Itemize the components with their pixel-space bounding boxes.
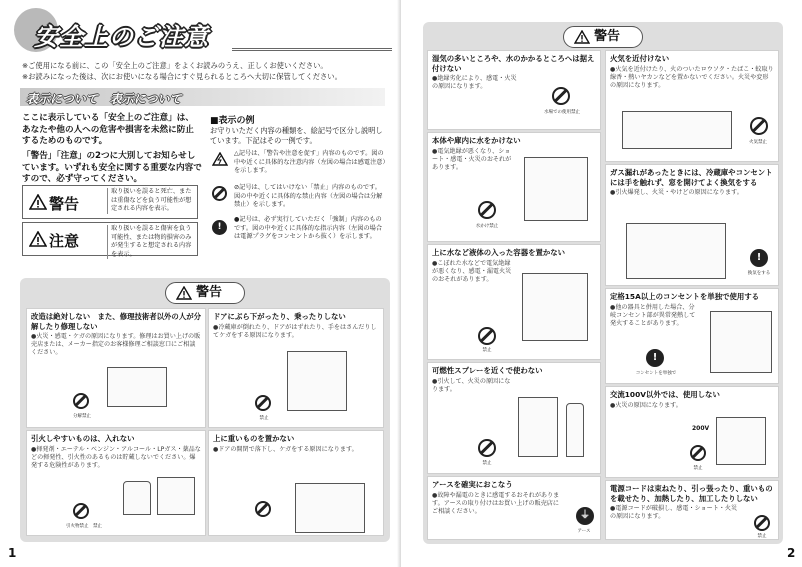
icon-caption: 禁止 xyxy=(482,348,492,353)
water-use-prohibited-icon xyxy=(552,87,570,105)
warning-item-text: ●ドアの開閉で落下し、ケガをする原因になります。 xyxy=(213,445,358,453)
intro-text-2: 「警告」「注意」の2つに大別してお知らせしています。いずれも安全に関する重要な内容ですので、必ず守ってください。 xyxy=(22,151,202,184)
warning-panel-title: 警告 xyxy=(196,285,223,300)
refrigerator-with-objects-illustration xyxy=(295,483,365,533)
can-illustration xyxy=(157,477,195,515)
ground-mandatory-icon: ⏚ xyxy=(576,507,594,525)
warning-panel-title: 警告 xyxy=(594,29,621,44)
page-number: 2 xyxy=(787,546,796,560)
ventilate-mandatory-icon: ! xyxy=(750,249,768,267)
warning-item-title: 本体や庫内に水をかけない xyxy=(432,136,521,145)
section-header xyxy=(20,88,385,106)
caution-legend-box xyxy=(22,222,198,256)
warning-item-ground xyxy=(427,476,601,540)
prohibited-icon xyxy=(255,501,271,517)
warning-item-title: 交流100V以外では、使用しない xyxy=(610,390,720,399)
usage-note-1: ※ご使用になる前に、この「安全上のご注意」をよくお読みのうえ、正しくお使いください。 xyxy=(22,61,328,70)
prohibited-icon xyxy=(754,515,770,531)
prohibited-icon xyxy=(255,395,271,411)
warning-item-liquid-container xyxy=(427,244,601,360)
outlet-illustration xyxy=(716,417,766,465)
icon-caption: 換気をする xyxy=(747,271,771,276)
warning-description: 取り扱いを誤ると死亡、または重傷などを負う可能性が想定される内容を表示。 xyxy=(107,188,195,214)
warning-item-text: ●引火爆発し、火災・やけどの原因になります。 xyxy=(610,189,743,196)
warning-triangle-icon xyxy=(574,30,590,44)
warning-item-title: アースを確実におこなう xyxy=(432,480,513,489)
warning-item-text: ●他の器具と併用した場合、分岐コンセント部が異常発熱して発火することがあります。 xyxy=(610,303,696,327)
warning-item-text: ●火災の原因になります。 xyxy=(610,401,682,409)
refrigerator-illustration xyxy=(518,397,558,457)
icon-caption: 水場での使用禁止 xyxy=(544,110,580,115)
warning-item-text: ●引火して、火災の原因になります。 xyxy=(432,377,511,393)
intro-text-1: ここに表示している「安全上のご注意」は、あなたや他の人への危害や損害を未然に防止するためのものです。 xyxy=(22,113,194,146)
warning-item-title: 火気を近付けない xyxy=(610,54,670,63)
warning-item-text: ●冷蔵庫が倒れたり、ドアがはずれたり、手をはさんだりしてケガをする原因になります。 xyxy=(213,323,377,339)
warning-item-spray xyxy=(427,362,601,474)
warning-item-title: 引火しやすいものは、入れない xyxy=(31,434,135,443)
warning-item-text: ●電気絶縁が悪くなり、ショート・感電・火災のおそれがあります。 xyxy=(432,147,512,171)
warning-item-title: 湿気の多いところや、水のかかるところへは据え付けない xyxy=(432,54,595,73)
disassembly-prohibited-icon xyxy=(73,393,89,409)
refrigerator-illustration xyxy=(107,367,167,407)
child-hanging-door-illustration xyxy=(287,351,347,411)
icon-caption: 分解禁止 xyxy=(73,414,91,419)
warning-item-title: 改造は絶対しない また、修理技術者以外の人が分解したり修理しない xyxy=(31,312,201,331)
warning-item-text: ●こぼれた水などで電気絶縁が悪くなり、感電・漏電火災のおそれがあります。 xyxy=(432,259,512,283)
examples-intro: お守りいただく内容の種類を、絵記号で区分し説明しています。下記はその一例です。 xyxy=(210,126,383,145)
fire-sources-illustration xyxy=(622,111,732,149)
example-warning-text: △記号は、「警告や注意を促す」内容のものです。図の中や近くに具体的な注意内容（左図の場合は感電注意）を示します。 xyxy=(234,150,386,174)
warning-item-modify xyxy=(26,308,206,428)
warning-label: 警告 xyxy=(49,195,80,213)
warning-item-title: 電源コードは束ねたり、引っ張ったり、重いものを載せたり、加熱したり、加工したりしない xyxy=(610,484,773,503)
warning-triangle-icon xyxy=(176,286,192,300)
warning-item-title: 上に重いものを置かない xyxy=(213,434,295,443)
caution-triangle-icon xyxy=(29,231,47,247)
warning-item-text: ●火気を近付けたり、火のついたロウソク・たばこ・蚊取り線香・熱いヤカンなどを置かないでください。火災や変形の原因になります。 xyxy=(610,65,774,89)
flammable-prohibited-icon xyxy=(73,503,89,519)
warning-panel-header xyxy=(563,26,643,48)
vase-on-refrigerator-illustration xyxy=(522,273,588,341)
water-splash-prohibited-icon xyxy=(478,201,496,219)
warning-legend-box xyxy=(22,185,198,219)
prohibited-icon xyxy=(478,439,496,457)
warning-item-text: ●故障や漏電のときに感電するおそれがあります。アースの取り付けはお買い上げの販売店にご相談ください。 xyxy=(432,491,560,515)
warning-item-text: ●揮発剤・エーテル・ベンジン・アルコール・LPガス・薬品などの揮発性、引火性のあるものは貯蔵しないでください。爆発する危険性があります。 xyxy=(31,445,201,469)
page-title-block xyxy=(14,8,389,54)
icon-caption: 火気禁止 xyxy=(749,140,767,145)
warning-item-flammable xyxy=(26,430,206,536)
warning-panel xyxy=(20,278,390,542)
fire-prohibited-icon xyxy=(750,117,768,135)
example-prohibited-text: ⊘記号は、してはいけない「禁止」内容のものです。図の中や近くに具体的な禁止内容（左図の場合は分解禁止）を示します。 xyxy=(234,184,383,208)
icon-caption: 禁止 xyxy=(693,466,703,471)
caution-description: 取り扱いを誤ると傷害を負う可能性、または物的損害のみが発生すると想定される内容を表示。 xyxy=(107,225,195,259)
warning-triangle-icon xyxy=(29,194,47,210)
warning-item-title: ガス漏れがあったときには、冷蔵庫やコンセントには手を触れず、窓を開けてよく換気をする xyxy=(610,168,773,187)
voltage-label: 200V xyxy=(692,425,710,432)
warning-item-heavy-objects xyxy=(208,430,384,536)
warning-item-water-splash xyxy=(427,132,601,242)
warning-item-title: 上に水など液体の入った容器を置かない xyxy=(432,248,566,257)
electric-shock-warning-icon xyxy=(212,152,228,166)
page-title: 安全上のご注意 xyxy=(34,23,209,51)
usage-note-2: ※お読みになった後は、次にお使いになる場合にすぐ見られるところへ大切に保管してください。 xyxy=(22,72,342,81)
icon-caption: 禁止 xyxy=(482,461,492,466)
prohibited-icon xyxy=(478,327,496,345)
warning-item-outlet xyxy=(605,288,779,384)
title-underline xyxy=(232,48,392,51)
warning-item-voltage xyxy=(605,386,779,478)
section-title: 表示について 表示について xyxy=(26,92,182,106)
disassembly-prohibited-icon xyxy=(212,186,227,201)
example-mandatory-text: ●記号は、必ず実行していただく「強制」内容のものです。図の中や近くに具体的な指示内容（左図の場合は電源プラグをコンセントから抜く）を示します。 xyxy=(234,216,383,240)
spray-can-illustration xyxy=(566,403,584,457)
warning-item-text: ●電源コードが破損し、感電・ショート・火災の原因になります。 xyxy=(610,505,738,520)
warning-panel-header xyxy=(165,282,245,304)
single-outlet-mandatory-icon: ! xyxy=(646,349,664,367)
icon-caption: 禁止 xyxy=(259,416,269,421)
warning-panel xyxy=(423,22,783,544)
warning-item-gas-leak xyxy=(605,164,779,286)
warning-item-hang-door xyxy=(208,308,384,428)
bottle-illustration xyxy=(123,481,151,515)
icon-caption: アース xyxy=(577,529,591,534)
warning-item-power-cord xyxy=(605,480,779,540)
unplug-mandatory-icon: ! xyxy=(212,220,227,235)
warning-item-title: 定格15A以上のコンセントを単独で使用する xyxy=(610,292,760,301)
warning-item-fire xyxy=(605,50,779,162)
warning-item-title: ドアにぶら下がったり、乗ったりしない xyxy=(213,312,346,321)
icon-caption: 禁止 xyxy=(757,534,767,539)
page-number: 1 xyxy=(8,546,17,560)
warning-item-text: ●絶縁劣化により、感電・火災の原因になります。 xyxy=(432,75,517,90)
icon-caption: 水かけ禁止 xyxy=(475,224,499,229)
icon-caption: 引火物禁止 禁止 xyxy=(66,524,102,529)
prohibited-icon xyxy=(690,445,706,461)
caution-label: 注意 xyxy=(49,232,80,250)
outlet-plug-illustration xyxy=(710,311,772,373)
gas-leak-illustration xyxy=(626,223,726,279)
water-spray-illustration xyxy=(524,157,588,221)
page-2 xyxy=(401,0,802,567)
warning-item-text: ●火災・感電・ケガの原因になります。修理はお買い上げの販売店または、メーカー指定のお客様修理ご相談窓口にご相談ください。 xyxy=(31,333,201,356)
warning-item-title: 可燃性スプレーを近くで使わない xyxy=(432,366,543,375)
warning-item-humidity xyxy=(427,50,601,130)
examples-title: ■表示の例 xyxy=(210,116,255,126)
icon-caption: コンセントを単独で xyxy=(635,371,677,376)
